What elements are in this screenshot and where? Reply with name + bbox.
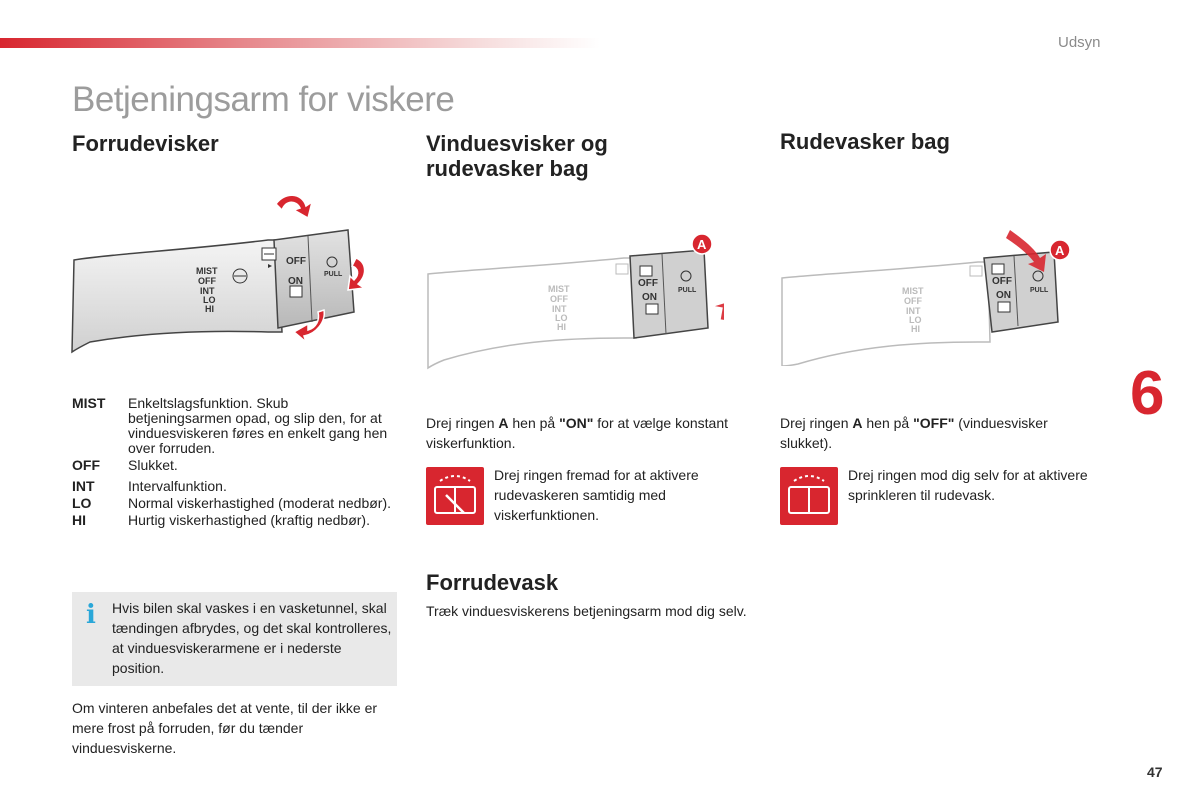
svg-text:PULL: PULL (1030, 287, 1049, 294)
svg-text:OFF: OFF (550, 294, 568, 304)
col2-icon-text: Drej ringen fremad for at aktivere rudevaskeren samtidig med viskerfunktionen. (494, 467, 699, 523)
page-number: 47 (1147, 764, 1163, 780)
heading-vinduesvisker (426, 131, 608, 181)
svg-text:MIST: MIST (902, 286, 924, 296)
off-ref: "OFF" (913, 415, 955, 431)
section-label: Udsyn (1058, 34, 1101, 51)
definition-desc: Slukket. (128, 457, 178, 473)
info-icon: i (86, 600, 96, 630)
definition-term: OFF (72, 457, 100, 473)
on-ref: "ON" (559, 415, 594, 431)
svg-text:INT: INT (906, 306, 921, 316)
lever-label-hi: HI (205, 304, 214, 314)
marker-a-label: A (1055, 243, 1065, 258)
svg-text:INT: INT (552, 304, 567, 314)
col3-icon-text: Drej ringen mod dig selv for at aktivere sprinkleren til rudevask. (848, 467, 1088, 503)
svg-text:MIST: MIST (548, 284, 570, 294)
svg-text:HI: HI (557, 322, 566, 332)
text-span: Drej ringen (426, 415, 499, 431)
definition-term: MIST (72, 395, 106, 411)
svg-text:HI: HI (911, 324, 920, 334)
definition-row (72, 396, 392, 456)
forrudevask-text: Træk vinduesviskerens betjeningsarm mod dig selv. (426, 603, 747, 619)
heading-rudevasker-bag: Rudevasker bag (780, 129, 950, 154)
definition-desc: Hurtig viskerhastighed (kraftig nedbør). (128, 512, 370, 528)
svg-text:ON: ON (642, 292, 657, 303)
svg-text:OFF: OFF (992, 276, 1012, 287)
svg-text:LO: LO (909, 315, 922, 325)
col2-instruction (426, 413, 736, 453)
winter-text: Om vinteren anbefales det at vente, til der ikke er mere frost på forruden, før du tænder vinduesviskerne. (72, 700, 378, 756)
lever-label-int: INT (200, 286, 215, 296)
heading-vinduesvisker-line2: rudevasker bag (426, 156, 589, 181)
arrow-up-icon (713, 298, 724, 323)
lever-label-lo: LO (203, 295, 216, 305)
svg-text:LO: LO (555, 313, 568, 323)
definition-term: INT (72, 478, 95, 494)
definition-row (72, 458, 392, 473)
definition-row (72, 496, 392, 511)
ring-a-ref: A (498, 415, 509, 431)
rear-wiper-lever-illustration (424, 232, 724, 372)
rear-washer-icon (426, 467, 484, 525)
definition-term: LO (72, 495, 92, 511)
ring-a-ref: A (852, 415, 863, 431)
heading-forrudevisker: Forrudevisker (72, 131, 219, 156)
text-span: hen på (508, 415, 560, 431)
info-box (72, 592, 397, 686)
chapter-number: 6 (1130, 359, 1165, 428)
ring-label-off: OFF (286, 256, 306, 267)
svg-text:OFF: OFF (638, 278, 658, 289)
definition-desc: Intervalfunktion. (128, 478, 227, 494)
definition-row (72, 479, 392, 494)
heading-forrudevask: Forrudevask (426, 570, 559, 595)
lever-label-mist: MIST (196, 266, 218, 276)
ring-label-on: ON (288, 276, 303, 287)
rear-washer-lever-illustration (778, 226, 1078, 366)
definition-list (72, 396, 392, 530)
svg-text:ON: ON (996, 290, 1011, 301)
lever-label-off: OFF (198, 276, 216, 286)
heading-vinduesvisker-line1: Vinduesvisker og (426, 131, 608, 156)
definition-desc: Normal viskerhastighed (moderat nedbør). (128, 495, 391, 511)
svg-text:PULL: PULL (678, 287, 697, 294)
header-accent-bar (0, 38, 600, 48)
text-span: hen på (862, 415, 914, 431)
definition-row (72, 513, 392, 528)
text-span: Drej ringen (780, 415, 853, 431)
text-span: (vinduesvisker slukket). (780, 415, 1048, 451)
col3-instruction (780, 413, 1090, 453)
wiper-lever-illustration (68, 192, 378, 362)
definition-desc: Enkeltslagsfunktion. Skub betjeningsarmen opad, og slip den, for at vinduesviskeren føres en enkelt gang hen over forruden. (128, 395, 388, 456)
rear-washer-icon (780, 467, 838, 525)
ring-label-pull: PULL (324, 271, 343, 278)
page-title: Betjeningsarm for viskere (72, 80, 455, 119)
svg-text:OFF: OFF (904, 296, 922, 306)
text-span: for at vælge konstant viskerfunktion. (426, 415, 729, 451)
definition-term: HI (72, 512, 86, 528)
info-text: Hvis bilen skal vaskes i en vasketunnel, skal tændingen afbrydes, og det skal kontrolleres, at vinduesviskerarmene er i nederste position. (112, 600, 392, 676)
marker-a-label: A (697, 237, 707, 252)
